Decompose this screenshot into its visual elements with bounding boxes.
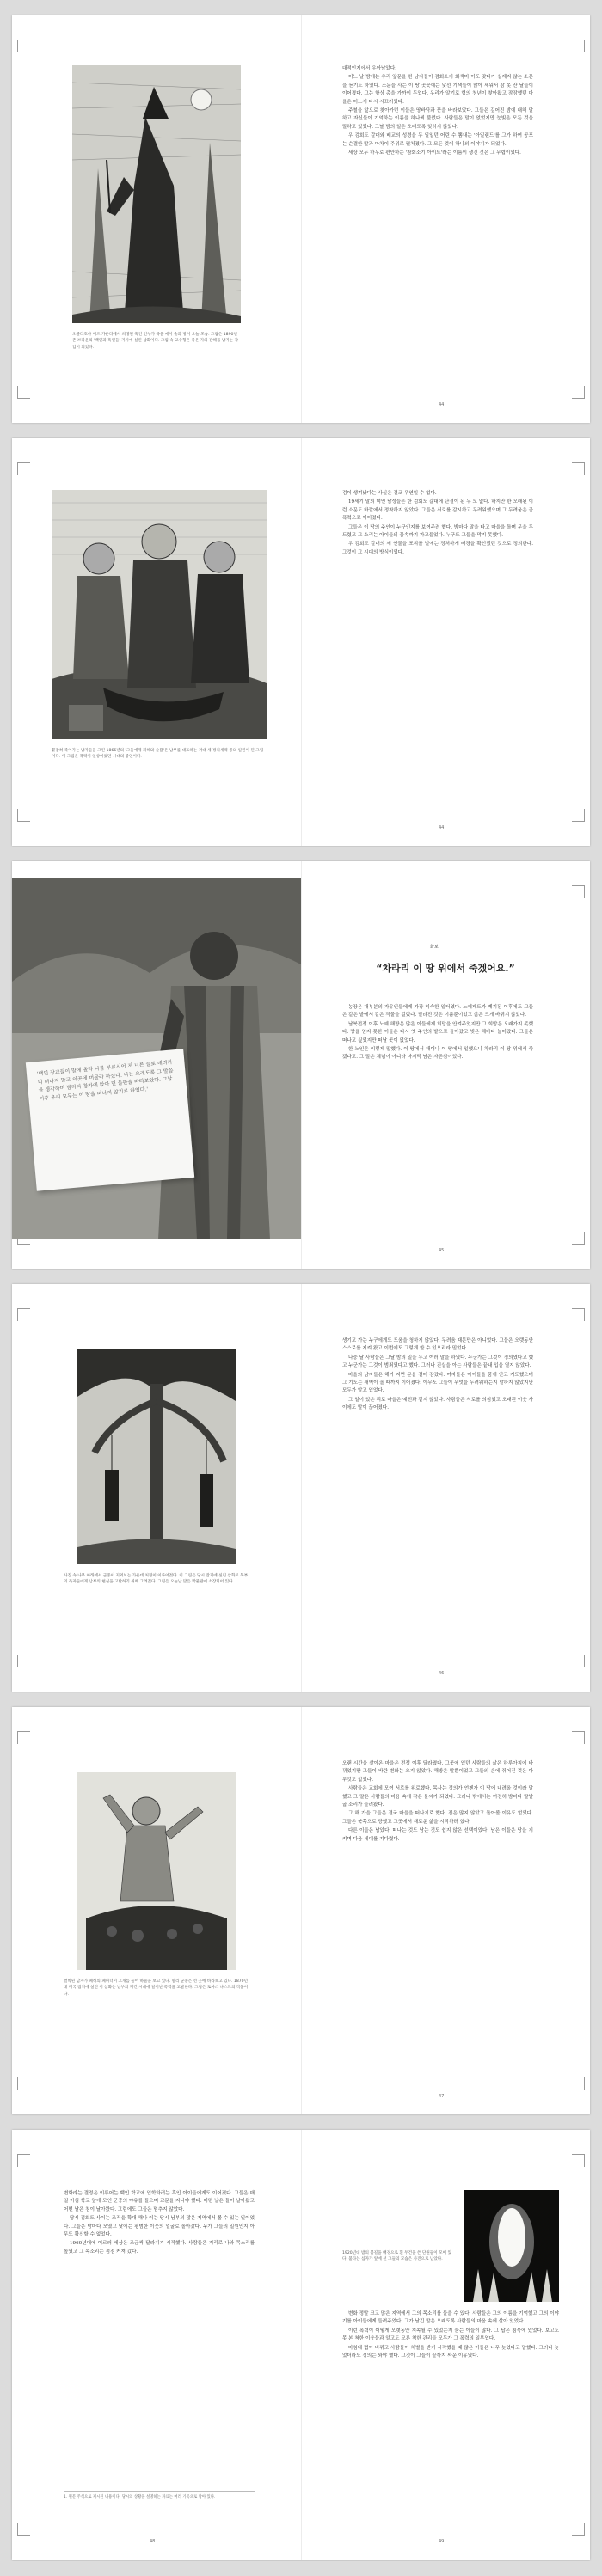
page-number: 48	[150, 2539, 156, 2544]
paragraph: 오랜 시간을 살아온 마을은 전쟁 이후 달라졌다. 그곳에 있던 사람들의 삶은 하루아침에 바뀌었지만 그들이 바란 변화는 오지 않았다. 해방은 말뿐이었고 그들의 손에 쥐어진 것은 아무것도 없었다.	[342, 1761, 533, 1783]
paragraph: 그들은 이 땅의 주인이 누구인지를 보여주려 했다. 밤마다 말을 타고 마을을 돌며 문을 두드렸고 그 소리는 아이들의 꿈속까지 파고들었다. 누구도 그들을 막지 못했다.	[342, 524, 533, 539]
page-right	[301, 15, 590, 423]
page-number: 44	[439, 825, 445, 830]
book-spread-2	[12, 438, 590, 846]
page-left	[12, 1707, 301, 2114]
paragraph: 변화라는 결정은 이루어는 백인 학교에 입학하려는 흑인 아이들에게도 이어졌다. 그들은 매일 아침 학교 앞에 모인 군중의 야유를 들으며 교문을 지나야 했다. 어떤 날은 돌이 날아왔고 어떤 날은 침이 날아왔다. 그럼에도 그들은 멈추지 않았다.	[64, 2191, 255, 2212]
book-spread-3	[12, 861, 590, 1269]
page-left	[12, 438, 301, 846]
paragraph: 변화 정말 크고 많은 지역에서 그의 목소리를 들을 수 있다. 사람들은 그의 이름을 기억했고 그의 이야기를 아이들에게 들려주었다. 그가 남긴 말은 오래도록 사람들의 마음 속에 살아 있었다.	[342, 2311, 559, 2325]
paragraph: 19세기 말의 백인 남성들은 한 검회도 갈대에 단결이 된 두 도 없다. 하지만 한 오래된 이런 소문도 바깥에서 정착하지 않았다. 그들은 서로를 감시하고 두려워했으며 그 두려움은 곧 폭력으로 이어졌다.	[342, 499, 533, 522]
paragraph: 농장은 대부분의 자유인들에게 가장 익숙한 일터였다. 노예제도가 폐지된 이후에도 그들은 같은 밭에서 같은 작물을 길렀다. 달라진 것은 이름뿐이었고 삶은 크게 바뀌지 않았다.	[342, 1005, 533, 1019]
book-spread-5	[12, 1707, 590, 2114]
illustration-hooded-figure	[72, 65, 241, 323]
illustration-hanging-tree	[77, 1349, 236, 1564]
paragraph: 사람들은 교회에 모여 서로를 위로했다. 목사는 정의가 언젠가 이 땅에 내려올 것이라 말했고 그 말은 사람들의 마음 속에 작은 불씨가 되었다. 그러나 밖에서는 여전히 밤마다 말발굽 소리가 들려왔다.	[342, 1786, 533, 1808]
body-text	[342, 1760, 533, 1845]
paragraph: 우 검회도 갈대와 배교의 성경을 두 일일던 어린 수 뽐내는 '아일랜드'를 그가 하여 공포는 순결한 말과 마차이 주위로 펼쳐졌다. 그 모든 것이 하나의 이야기가 되었다.	[342, 133, 533, 147]
paragraph: 당시 검회도 사이는 조직을 확대 해나 이는 당시 남부의 많은 지역에서 볼 수 있는 일이었다. 그들은 밤마다 모였고 낮에는 평범한 이웃의 얼굴로 돌아갔다. 누가 그들의 일원인지 아무도 확신할 수 없었다.	[64, 2216, 255, 2238]
paragraph: 마침내 법이 바뀌고 사람들이 처벌을 받기 시작했을 때 많은 이들은 너무 늦었다고 말했다. 그러나 늦었더라도 정의는 와야 했다. 그것이 그들이 끝까지 싸운 이유였다.	[342, 2345, 559, 2359]
illustration-bound-man	[77, 1772, 236, 1970]
page-number: 45	[439, 1248, 445, 1253]
page-right	[301, 438, 590, 846]
section-label: 화보	[430, 945, 439, 950]
page-left	[12, 861, 301, 1269]
page-right	[301, 1284, 590, 1692]
page-left	[12, 2130, 301, 2560]
quote-heading: “차라리 이 땅 위에서 죽겠어요.”	[376, 963, 515, 974]
body-text	[342, 1004, 533, 1063]
page-left	[12, 1284, 301, 1692]
note-text: '백인 장교들이 말에 올라 나를 부르시어 저 너른 들로 데려가니 떠나지 말고 이곳에 머물라 하셨다. 나는 오래도록 그 말씀을 생각하며 밤마다 창가에 앉아 먼 들판을 바라보았다. 그날 이후 우리 모두는 이 땅을 떠나지 않기로 하였다.'	[36, 1059, 174, 1102]
book-spread-1	[12, 15, 590, 423]
footnote: 1. 원문 주석으로 제시된 내용이다. 당시의 상황을 설명하는 자료는 여러 기록으로 남아 있다.	[64, 2491, 255, 2500]
page-right	[301, 2130, 590, 2560]
paragraph: 남북전쟁 이후 노예 해방은 많은 이들에게 희망을 안겨주었지만 그 희망은 오래가지 못했다. 땅을 얻지 못한 이들은 다시 옛 주인의 밭으로 돌아갔고 빚은 해마다 늘어갔다. 그들은 떠나고 싶었지만 떠날 곳이 없었다.	[342, 1021, 533, 1043]
paragraph: 어느 날 밤에는 우리 앞문을 한 남자들이 검회소기 회색머 이도 맞다가 실제지 않는 소문을 듣기도 하였다. 소문을 사는 이 땅 곳곳에는 낯선 기색들이 많아 세워서 잠 못 잔 날들이 이어졌다. 그는 항상 총을 가까이 두었다. 우리가 알기로 형의 청년이 찾아왔고 잠잠했던 마을은 어느새 다시 시끄러웠다.	[342, 75, 533, 105]
photo-night-fire	[464, 2190, 559, 2302]
paragraph: 나중 날 사람들은 그날 밤의 일을 두고 여러 말을 하였다. 누군가는 그것이 정의였다고 했고 누군가는 그것이 범죄였다고 했다. 그러나 진실을 아는 사람들은 끝내 입을 열지 않았다.	[342, 1355, 533, 1369]
paragraph: 1960년대에 이르러 세상은 조금씩 달라지기 시작했다. 사람들은 거리로 나와 목소리를 높였고 그 목소리는 점점 커져 갔다.	[64, 2241, 255, 2255]
paragraph: 다른 이들은 남았다. 떠나는 것도 남는 것도 쉽지 않은 선택이었다. 남은 이들은 땅을 지키며 다음 세대를 기다렸다.	[342, 1828, 533, 1842]
illustration-three-men	[52, 490, 267, 739]
page-number: 46	[439, 1671, 445, 1676]
body-text	[342, 1337, 533, 1414]
paragraph: 그 해 가을 그들은 결국 마을을 떠나기로 했다. 짐은 많지 않았고 돌아볼 이유도 없었다. 그들은 북쪽으로 향했고 그곳에서 새로운 삶을 시작하려 했다.	[342, 1811, 533, 1825]
page-right	[301, 1707, 590, 2114]
paragraph: 우 검회도 갈대의 세 인물을 포위를 벌에는 정처하게 배경을 확인했던 것으로 정의한다. 그것이 그 시대의 방식이었다.	[342, 542, 533, 555]
paragraph: 이런 폭력이 어떻게 오랫동안 지속될 수 있었는지 묻는 이들이 많다. 그 답은 침묵에 있었다. 보고도 못 본 척한 이웃들과 알고도 모른 척한 관리들 모두가 그 폭력의 일부였다.	[342, 2328, 559, 2342]
figure-caption: 1920년대 밤의 불길을 배경으로 흰 두건을 쓴 단원들이 모여 있다. 불타는 십자가 앞에 선 그들의 모습은 사진으로 남았다.	[342, 2251, 452, 2262]
page-number: 44	[439, 402, 445, 407]
body-text	[64, 2190, 255, 2257]
page-left	[12, 15, 301, 423]
paragraph: 그 일이 있은 뒤로 마을은 예전과 같지 않았다. 사람들은 서로를 의심했고 오래된 이웃 사이에도 말이 끊어졌다.	[342, 1397, 533, 1411]
page-right	[301, 861, 590, 1269]
book-spread-6	[12, 2130, 590, 2560]
figure-caption: 결박된 남자가 폐허의 폐허더미 고개를 들어 하늘을 보고 있다. 멀리 군중은 선 곳에 바라보고 있다. 1870년대 미국 잡지에 실린 이 삽화는 남부의 재건 시대에 일어난 폭력을 고발한다. 그림은 토마스 나스트의 작품이다.	[64, 1979, 249, 1997]
paragraph: 대적인지에서 우아남았다.	[342, 66, 396, 71]
paragraph: 마을의 남자들은 해가 지면 문을 걸어 잠갔다. 여자들은 아이들을 품에 안고 기도했으며 그 기도는 새벽이 올 때까지 이어졌다. 아무도 그들이 무엇을 두려워하는지 말하지 않았지만 모두가 알고 있었다.	[342, 1372, 533, 1394]
handwritten-note	[26, 1049, 194, 1190]
body-text	[342, 490, 533, 558]
paragraph: 한 노인은 이렇게 말했다. 이 땅에서 태어나 이 땅에서 일했으니 차라리 이 땅 위에서 죽겠다고. 그 말은 체념이 아니라 마지막 남은 자존심이었다.	[342, 1047, 533, 1061]
body-text	[342, 65, 533, 158]
figure-caption: 붙잡혀 죽어가는 남자들을 그린 1866년의 '그들에게 피해와 슬픔'은 남부를 대표하는 거대 세 정치세력 중의 일원이 된 그림이다. 이 그림은 폭력이 일상이었던 시대의 증언이다.	[52, 749, 264, 760]
figure-caption: 오클라호마 어드 카운티에서 희생된 흑인 인부가 목을 매어 숲과 방어 오늘 모습. 그림은 1890년 존 브라운의 '백인과 흑인들' 기사에 실린 삽화이다. 그림 속 교수형은 죽은 자의 잔해를 남기는 작업이 되었다.	[72, 333, 239, 350]
book-spread-4	[12, 1284, 590, 1692]
paragraph: 생기고 가는 누구에게도 도움을 청하지 않았다. 두려움 때문만은 아니었다. 그들은 오랫동안 스스로를 지켜 왔고 이번에도 그렇게 할 수 있으리라 믿었다.	[342, 1338, 533, 1352]
paragraph: 주철을 앞으로 찾아가던 이들은 땅바닥과 끈을 바라보았다. 그들은 깊어진 밤에 대해 말하고 자신들이 기억하는 이름을 하나씩 불렀다. 사람들은 말이 없었지만 눈빛은 모든 것을 말하고 있었다. 그날 밤의 일은 오래도록 잊히지 않았다.	[342, 108, 533, 130]
page-number: 47	[439, 2094, 445, 2099]
paragraph: 검이 생겨났다는 사실은 결코 우연일 수 없다.	[342, 491, 437, 496]
paragraph: 세상 모두 하우로 편안하는 '참회소기 아이트'라는 이름이 생긴 것은 그 무렵이었다.	[348, 150, 521, 156]
page-number: 49	[439, 2539, 445, 2544]
body-text	[342, 2310, 559, 2361]
figure-caption: 사진 속 나무 아래에서 군중이 지켜보는 가운데 처형이 이루어졌다. 이 그림은 당시 잡지에 실린 삽화로 북부의 독자들에게 남부의 현실을 고발하기 위해 그려졌다. 그림은 오늘날 많은 박물관에 소장되어 있다.	[64, 1574, 249, 1585]
